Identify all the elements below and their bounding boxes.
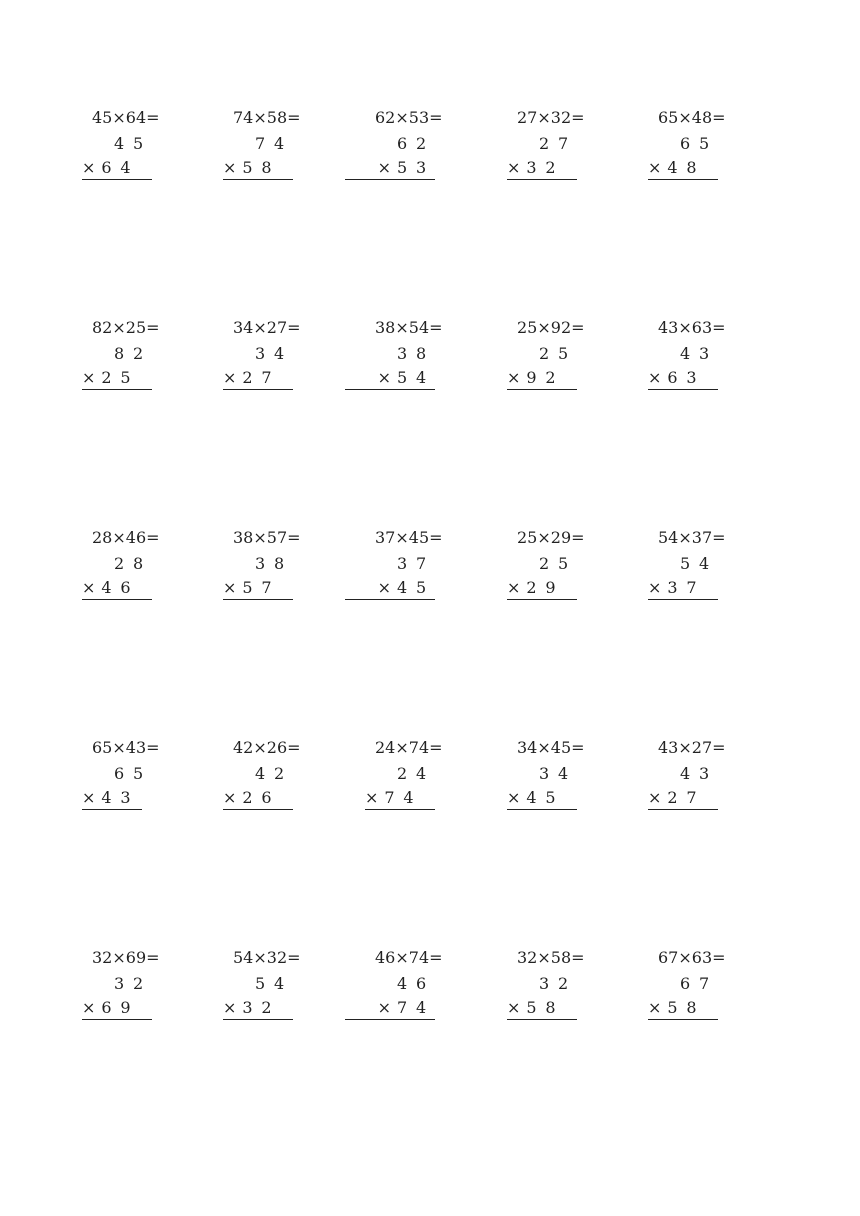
problem-top-number: 65: [114, 764, 152, 783]
problem-top-number: 67: [680, 974, 718, 993]
problem-top-number: 46: [397, 974, 435, 993]
problem: [507, 108, 637, 188]
times-icon: ×: [648, 368, 662, 387]
times-icon: ×: [82, 158, 96, 177]
problem-top-number: 28: [114, 554, 152, 573]
problem-bottom-row: [223, 158, 293, 180]
problem-bottom-number: 29: [526, 578, 565, 597]
problem-equation: 38×57=: [233, 528, 301, 547]
problem: [223, 948, 353, 1028]
problem-top-number: 38: [255, 554, 293, 573]
problem-bottom-number: 53: [397, 158, 435, 177]
problem-equation: 34×45=: [517, 738, 585, 757]
problem-bottom-row: [82, 578, 152, 600]
times-icon: ×: [223, 158, 237, 177]
times-icon: ×: [223, 368, 237, 387]
problem-bottom-row: [223, 998, 293, 1020]
times-icon: ×: [223, 578, 237, 597]
problem-bottom-row: [507, 578, 577, 600]
times-icon: ×: [507, 788, 521, 807]
times-icon: ×: [507, 578, 521, 597]
problem-bottom-row: [648, 788, 718, 810]
problem: [82, 738, 212, 818]
problem-equation: 65×43=: [92, 738, 160, 757]
problem-top-number: 32: [539, 974, 577, 993]
problem-top-number: 34: [255, 344, 293, 363]
problem: [345, 318, 475, 398]
problem-top-number: 24: [397, 764, 435, 783]
problem-equation: 32×69=: [92, 948, 160, 967]
problem-top-number: 42: [255, 764, 293, 783]
times-icon: ×: [648, 158, 662, 177]
problem-top-number: 54: [255, 974, 293, 993]
problem: [648, 108, 778, 188]
problem-bottom-number: 45: [397, 578, 435, 597]
problem-bottom-number: 25: [101, 368, 140, 387]
problem-top-number: 62: [397, 134, 435, 153]
times-icon: ×: [648, 998, 662, 1017]
problem-equation: 42×26=: [233, 738, 301, 757]
problem-bottom-number: 69: [101, 998, 140, 1017]
problem: [223, 738, 353, 818]
problem: [507, 528, 637, 608]
problem-bottom-row: [648, 578, 718, 600]
problem-bottom-number: 92: [526, 368, 565, 387]
problem-bottom-number: 58: [526, 998, 565, 1017]
times-icon: ×: [377, 998, 392, 1017]
problem-bottom-number: 57: [242, 578, 281, 597]
times-icon: ×: [648, 578, 662, 597]
problem-bottom-number: 32: [242, 998, 281, 1017]
problem-bottom-row: [648, 998, 718, 1020]
problem-bottom-row: [82, 158, 152, 180]
times-icon: ×: [507, 998, 521, 1017]
problem-bottom-row: [365, 788, 435, 810]
problem-bottom-number: 58: [667, 998, 706, 1017]
times-icon: ×: [377, 158, 392, 177]
problem-equation: 74×58=: [233, 108, 301, 127]
problem: [648, 738, 778, 818]
problem-bottom-number: 64: [101, 158, 140, 177]
problem-equation: 62×53=: [375, 108, 443, 127]
problem-top-number: 54: [680, 554, 718, 573]
problem-top-number: 32: [114, 974, 152, 993]
problem-equation: 82×25=: [92, 318, 160, 337]
times-icon: ×: [377, 578, 392, 597]
problem: [223, 108, 353, 188]
times-icon: ×: [82, 788, 96, 807]
problem-top-number: 38: [397, 344, 435, 363]
problem-bottom-number: 74: [384, 788, 423, 807]
problem-bottom-row: [82, 998, 152, 1020]
problem-equation: 43×63=: [658, 318, 726, 337]
problem: [648, 948, 778, 1028]
problem: [345, 108, 475, 188]
problem-equation: 37×45=: [375, 528, 443, 547]
problem-top-number: 37: [397, 554, 435, 573]
problem-equation: 54×32=: [233, 948, 301, 967]
problem-top-number: 34: [539, 764, 577, 783]
problem: [223, 318, 353, 398]
problem-top-number: 65: [680, 134, 718, 153]
problem: [507, 948, 637, 1028]
problem-bottom-number: 46: [101, 578, 140, 597]
problem: [82, 528, 212, 608]
problem-top-number: 25: [539, 554, 577, 573]
problem-bottom-number: 54: [397, 368, 435, 387]
problem: [507, 738, 637, 818]
problem-equation: 34×27=: [233, 318, 301, 337]
problem: [82, 948, 212, 1028]
problem-equation: 32×58=: [517, 948, 585, 967]
problem-equation: 28×46=: [92, 528, 160, 547]
problem: [223, 528, 353, 608]
problem-bottom-row: [82, 788, 142, 810]
problem-bottom-row: [507, 368, 577, 390]
problem-bottom-row: [507, 998, 577, 1020]
problem: [82, 108, 212, 188]
problem: [365, 738, 495, 818]
problem: [345, 528, 475, 608]
problem-top-number: 74: [255, 134, 293, 153]
problem-bottom-row: [345, 578, 435, 600]
times-icon: ×: [507, 158, 521, 177]
problem-equation: 67×63=: [658, 948, 726, 967]
problem-top-number: 43: [680, 344, 718, 363]
problem-bottom-row: [223, 578, 293, 600]
problem: [82, 318, 212, 398]
problem-top-number: 43: [680, 764, 718, 783]
problem-bottom-row: [648, 368, 718, 390]
problem-bottom-row: [345, 368, 435, 390]
problem-equation: 25×92=: [517, 318, 585, 337]
problem-top-number: 45: [114, 134, 152, 153]
problem: [507, 318, 637, 398]
problem-bottom-row: [82, 368, 152, 390]
times-icon: ×: [82, 998, 96, 1017]
times-icon: ×: [223, 998, 237, 1017]
problem-top-number: 25: [539, 344, 577, 363]
times-icon: ×: [82, 578, 96, 597]
problem-equation: 65×48=: [658, 108, 726, 127]
problem: [648, 318, 778, 398]
problem-bottom-number: 32: [526, 158, 565, 177]
problem-equation: 25×29=: [517, 528, 585, 547]
problem-bottom-row: [345, 998, 435, 1020]
problem-bottom-number: 45: [526, 788, 565, 807]
problem-bottom-row: [223, 788, 293, 810]
problem-equation: 54×37=: [658, 528, 726, 547]
problem-bottom-number: 63: [667, 368, 706, 387]
problem-bottom-number: 27: [667, 788, 706, 807]
problem-equation: 45×64=: [92, 108, 160, 127]
problem-equation: 46×74=: [375, 948, 443, 967]
times-icon: ×: [648, 788, 662, 807]
problem-bottom-row: [507, 158, 577, 180]
problem-bottom-number: 37: [667, 578, 706, 597]
times-icon: ×: [82, 368, 96, 387]
problem: [648, 528, 778, 608]
problem-equation: 43×27=: [658, 738, 726, 757]
problem-bottom-number: 58: [242, 158, 281, 177]
problem-equation: 38×54=: [375, 318, 443, 337]
times-icon: ×: [365, 788, 379, 807]
problem-bottom-number: 74: [397, 998, 435, 1017]
problem-equation: 24×74=: [375, 738, 443, 757]
problem-bottom-row: [648, 158, 718, 180]
problem-bottom-row: [345, 158, 435, 180]
problem-bottom-number: 26: [242, 788, 281, 807]
times-icon: ×: [377, 368, 392, 387]
problem-bottom-row: [223, 368, 293, 390]
problem-top-number: 27: [539, 134, 577, 153]
problem: [345, 948, 475, 1028]
problem-bottom-number: 48: [667, 158, 706, 177]
problem-equation: 27×32=: [517, 108, 585, 127]
problem-top-number: 82: [114, 344, 152, 363]
times-icon: ×: [507, 368, 521, 387]
problem-bottom-number: 43: [101, 788, 140, 807]
problem-bottom-number: 27: [242, 368, 281, 387]
times-icon: ×: [223, 788, 237, 807]
problem-bottom-row: [507, 788, 577, 810]
